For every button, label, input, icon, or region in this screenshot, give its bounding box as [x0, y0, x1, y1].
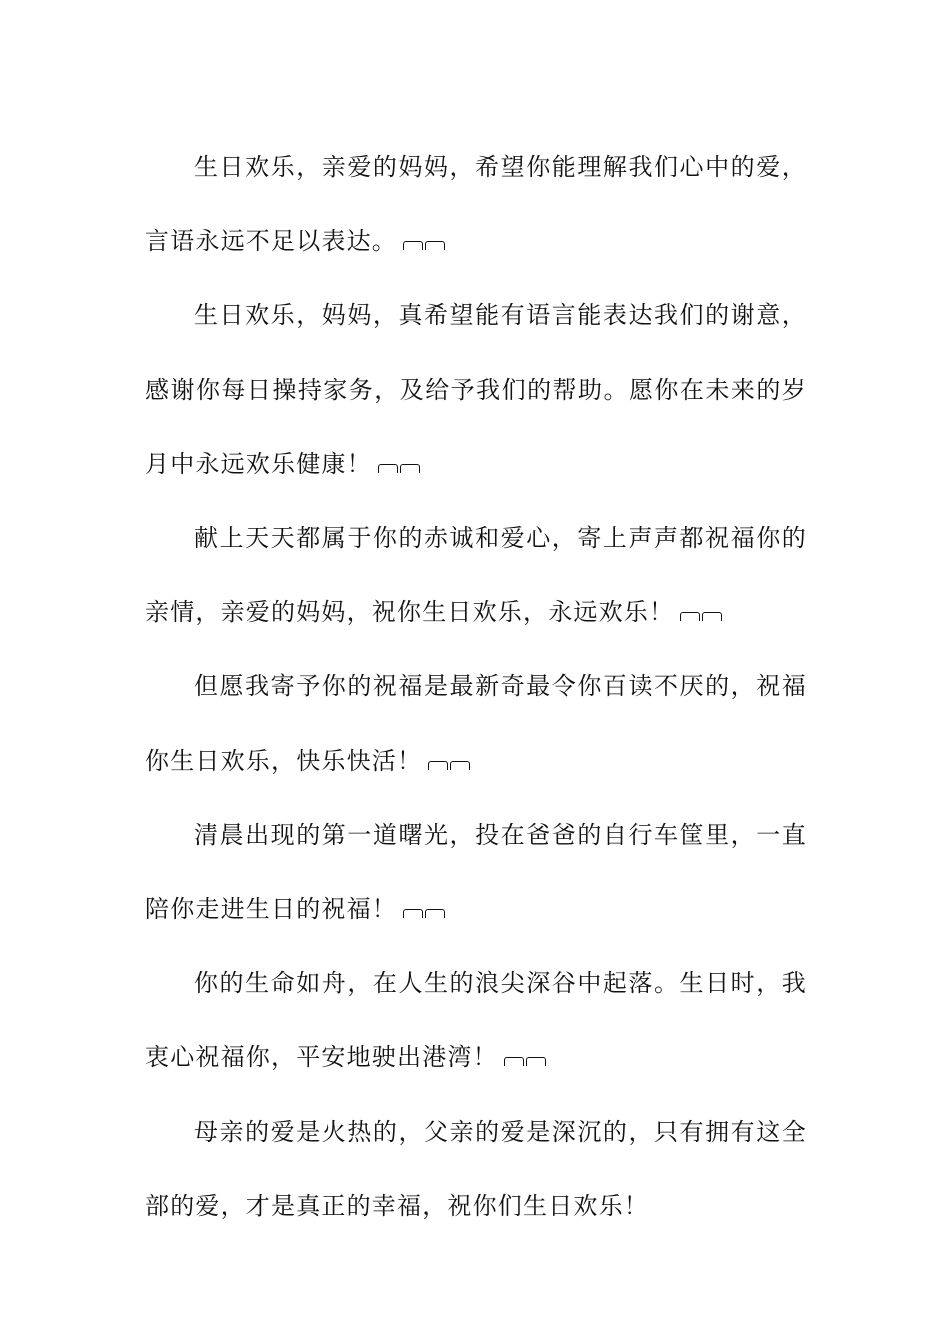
paragraph-text: 清晨出现的第一道曙光，投在爸爸的自行车筐里，一直陪你走进生日的祝福！ — [145, 820, 807, 924]
paragraph-text: 母亲的爱是火热的，父亲的爱是深沉的，只有拥有这全部的爱，才是真正的幸福，祝你们生日欢乐！ — [145, 1117, 807, 1220]
double-arc-mark-icon — [403, 909, 447, 921]
document-body — [145, 130, 807, 1243]
double-arc-mark-icon — [680, 612, 724, 624]
paragraph-text: 生日欢乐，妈妈，真希望能有语言能表达我们的谢意，感谢你每日操持家务，及给予我们的帮助。愿你在未来的岁月中永远欢乐健康！ — [145, 301, 807, 478]
double-arc-mark-icon — [378, 464, 422, 476]
paragraph-text: 献上天天都属于你的赤诚和爱心，寄上声声都祝福你的亲情，亲爱的妈妈，祝你生日欢乐，永远欢乐！ — [145, 524, 807, 627]
paragraph-5 — [145, 798, 807, 946]
paragraph-4 — [145, 649, 807, 797]
double-arc-mark-icon — [504, 1057, 548, 1069]
paragraph-1 — [145, 130, 807, 278]
paragraph-2 — [145, 278, 807, 501]
paragraph-3 — [145, 501, 807, 649]
double-arc-mark-icon — [403, 241, 447, 253]
paragraph-7 — [145, 1095, 807, 1243]
paragraph-6 — [145, 946, 807, 1094]
paragraph-text: 但愿我寄予你的祝福是最新奇最令你百读不厌的，祝福你生日欢乐，快乐快活！ — [145, 672, 807, 775]
paragraph-text: 你的生命如舟，在人生的浪尖深谷中起落。生日时，我衷心祝福你，平安地驶出港湾！ — [145, 969, 807, 1072]
paragraph-text: 生日欢乐，亲爱的妈妈，希望你能理解我们心中的爱，言语永远不足以表达。 — [145, 153, 807, 256]
double-arc-mark-icon — [428, 761, 472, 773]
